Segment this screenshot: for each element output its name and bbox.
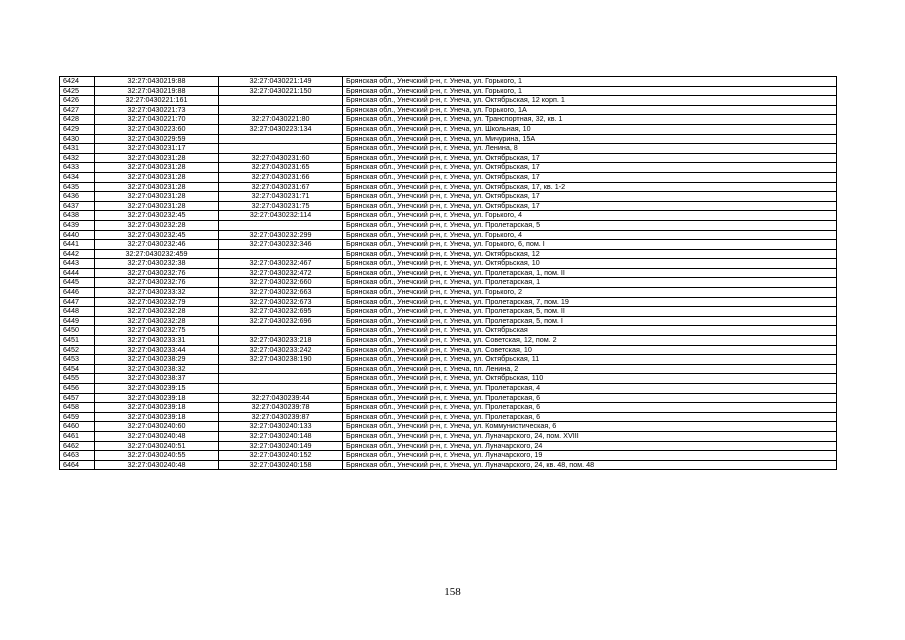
- building-cadastral-number-cell: 32:27:0430231:71: [219, 192, 343, 202]
- building-cadastral-number-cell: 32:27:0430231:66: [219, 172, 343, 182]
- table-row: [60, 460, 837, 470]
- address-cell: Брянская обл., Унечский р-н, г. Унеча, ул. Советская, 12, пом. 2: [343, 336, 837, 346]
- row-number-cell: 6426: [60, 96, 95, 106]
- parcel-cadastral-number-cell: 32:27:0430238:37: [95, 374, 219, 384]
- address-cell: Брянская обл., Унечский р-н, г. Унеча, ул. Ленина, 8: [343, 144, 837, 154]
- parcel-cadastral-number-cell: 32:27:0430232:46: [95, 240, 219, 250]
- address-cell: Брянская обл., Унечский р-н, г. Унеча, ул. Пролетарская, 1: [343, 278, 837, 288]
- address-cell: Брянская обл., Унечский р-н, г. Унеча, ул. Октябрьская, 110: [343, 374, 837, 384]
- table-row: [60, 144, 837, 154]
- parcel-cadastral-number-cell: 32:27:0430232:76: [95, 268, 219, 278]
- building-cadastral-number-cell: 32:27:0430223:134: [219, 124, 343, 134]
- parcel-cadastral-number-cell: 32:27:0430219:88: [95, 86, 219, 96]
- row-number-cell: 6440: [60, 230, 95, 240]
- address-cell: Брянская обл., Унечский р-н, г. Унеча, ул. Луначарского, 24, кв. 48, пом. 48: [343, 460, 837, 470]
- address-cell: Брянская обл., Унечский р-н, г. Унеча, ул. Пролетарская, 7, пом. 19: [343, 297, 837, 307]
- building-cadastral-number-cell: [219, 326, 343, 336]
- building-cadastral-number-cell: 32:27:0430232:346: [219, 240, 343, 250]
- parcel-cadastral-number-cell: 32:27:0430229:59: [95, 134, 219, 144]
- building-cadastral-number-cell: 32:27:0430231:65: [219, 163, 343, 173]
- building-cadastral-number-cell: 32:27:0430240:148: [219, 431, 343, 441]
- address-cell: Брянская обл., Унечский р-н, г. Унеча, ул. Луначарского, 24: [343, 441, 837, 451]
- row-number-cell: 6454: [60, 364, 95, 374]
- row-number-cell: 6451: [60, 336, 95, 346]
- row-number-cell: 6425: [60, 86, 95, 96]
- table-row: [60, 192, 837, 202]
- parcel-cadastral-number-cell: 32:27:0430221:73: [95, 105, 219, 115]
- address-cell: Брянская обл., Унечский р-н, г. Унеча, ул. Октябрьская, 17: [343, 153, 837, 163]
- table-row: [60, 336, 837, 346]
- address-cell: Брянская обл., Унечский р-н, г. Унеча, ул. Октябрьская, 12: [343, 249, 837, 259]
- parcel-cadastral-number-cell: 32:27:0430232:45: [95, 211, 219, 221]
- table-row: [60, 77, 837, 87]
- row-number-cell: 6428: [60, 115, 95, 125]
- table-row: [60, 393, 837, 403]
- row-number-cell: 6446: [60, 288, 95, 298]
- row-number-cell: 6431: [60, 144, 95, 154]
- row-number-cell: 6455: [60, 374, 95, 384]
- building-cadastral-number-cell: 32:27:0430240:152: [219, 451, 343, 461]
- row-number-cell: 6441: [60, 240, 95, 250]
- parcel-cadastral-number-cell: 32:27:0430232:28: [95, 220, 219, 230]
- table-row: [60, 172, 837, 182]
- building-cadastral-number-cell: 32:27:0430239:78: [219, 403, 343, 413]
- row-number-cell: 6462: [60, 441, 95, 451]
- address-cell: Брянская обл., Унечский р-н, г. Унеча, ул. Пролетарская, 5, пом. I: [343, 316, 837, 326]
- building-cadastral-number-cell: 32:27:0430233:242: [219, 345, 343, 355]
- parcel-cadastral-number-cell: 32:27:0430231:28: [95, 201, 219, 211]
- table-row: [60, 451, 837, 461]
- parcel-cadastral-number-cell: 32:27:0430240:48: [95, 431, 219, 441]
- building-cadastral-number-cell: 32:27:0430239:44: [219, 393, 343, 403]
- row-number-cell: 6457: [60, 393, 95, 403]
- address-cell: Брянская обл., Унечский р-н, г. Унеча, ул. Пролетарская, 6: [343, 412, 837, 422]
- row-number-cell: 6452: [60, 345, 95, 355]
- row-number-cell: 6432: [60, 153, 95, 163]
- row-number-cell: 6424: [60, 77, 95, 87]
- building-cadastral-number-cell: 32:27:0430232:696: [219, 316, 343, 326]
- address-cell: Брянская обл., Унечский р-н, г. Унеча, ул. Горького, 2: [343, 288, 837, 298]
- address-cell: Брянская обл., Унечский р-н, г. Унеча, ул. Пролетарская, 4: [343, 384, 837, 394]
- building-cadastral-number-cell: 32:27:0430221:80: [219, 115, 343, 125]
- address-cell: Брянская обл., Унечский р-н, г. Унеча, ул. Транспортная, 32, кв. 1: [343, 115, 837, 125]
- building-cadastral-number-cell: 32:27:0430232:299: [219, 230, 343, 240]
- row-number-cell: 6435: [60, 182, 95, 192]
- table-row: [60, 364, 837, 374]
- row-number-cell: 6433: [60, 163, 95, 173]
- building-cadastral-number-cell: [219, 134, 343, 144]
- address-cell: Брянская обл., Унечский р-н, г. Унеча, пл. Ленина, 2: [343, 364, 837, 374]
- table-row: [60, 105, 837, 115]
- building-cadastral-number-cell: 32:27:0430232:695: [219, 307, 343, 317]
- row-number-cell: 6459: [60, 412, 95, 422]
- building-cadastral-number-cell: 32:27:0430232:660: [219, 278, 343, 288]
- table-row: [60, 240, 837, 250]
- parcel-cadastral-number-cell: 32:27:0430233:31: [95, 336, 219, 346]
- row-number-cell: 6450: [60, 326, 95, 336]
- table-row: [60, 355, 837, 365]
- building-cadastral-number-cell: [219, 374, 343, 384]
- building-cadastral-number-cell: 32:27:0430221:150: [219, 86, 343, 96]
- address-cell: Брянская обл., Унечский р-н, г. Унеча, ул. Луначарского, 19: [343, 451, 837, 461]
- table-row: [60, 96, 837, 106]
- registry-table-body: [60, 77, 837, 470]
- parcel-cadastral-number-cell: 32:27:0430232:28: [95, 316, 219, 326]
- building-cadastral-number-cell: [219, 249, 343, 259]
- row-number-cell: 6437: [60, 201, 95, 211]
- parcel-cadastral-number-cell: 32:27:0430232:38: [95, 259, 219, 269]
- row-number-cell: 6447: [60, 297, 95, 307]
- address-cell: Брянская обл., Унечский р-н, г. Унеча, ул. Горького, 1: [343, 86, 837, 96]
- building-cadastral-number-cell: [219, 96, 343, 106]
- parcel-cadastral-number-cell: 32:27:0430232:28: [95, 307, 219, 317]
- row-number-cell: 6438: [60, 211, 95, 221]
- parcel-cadastral-number-cell: 32:27:0430239:18: [95, 403, 219, 413]
- parcel-cadastral-number-cell: 32:27:0430239:18: [95, 393, 219, 403]
- address-cell: Брянская обл., Унечский р-н, г. Унеча, ул. Октябрьская, 11: [343, 355, 837, 365]
- parcel-cadastral-number-cell: 32:27:0430232:75: [95, 326, 219, 336]
- row-number-cell: 6444: [60, 268, 95, 278]
- table-row: [60, 288, 837, 298]
- table-row: [60, 86, 837, 96]
- parcel-cadastral-number-cell: 32:27:0430223:60: [95, 124, 219, 134]
- table-row: [60, 134, 837, 144]
- parcel-cadastral-number-cell: 32:27:0430240:51: [95, 441, 219, 451]
- address-cell: Брянская обл., Унечский р-н, г. Унеча, ул. Коммунистическая, 6: [343, 422, 837, 432]
- parcel-cadastral-number-cell: 32:27:0430240:55: [95, 451, 219, 461]
- parcel-cadastral-number-cell: 32:27:0430219:88: [95, 77, 219, 87]
- page-number: 158: [444, 586, 461, 598]
- row-number-cell: 6436: [60, 192, 95, 202]
- table-row: [60, 220, 837, 230]
- building-cadastral-number-cell: [219, 384, 343, 394]
- row-number-cell: 6429: [60, 124, 95, 134]
- building-cadastral-number-cell: 32:27:0430231:75: [219, 201, 343, 211]
- building-cadastral-number-cell: 32:27:0430231:67: [219, 182, 343, 192]
- parcel-cadastral-number-cell: 32:27:0430232:459: [95, 249, 219, 259]
- table-row: [60, 326, 837, 336]
- building-cadastral-number-cell: 32:27:0430238:190: [219, 355, 343, 365]
- parcel-cadastral-number-cell: 32:27:0430232:79: [95, 297, 219, 307]
- table-row: [60, 374, 837, 384]
- table-row: [60, 297, 837, 307]
- address-cell: Брянская обл., Унечский р-н, г. Унеча, ул. Школьная, 10: [343, 124, 837, 134]
- table-row: [60, 182, 837, 192]
- address-cell: Брянская обл., Унечский р-н, г. Унеча, ул. Октябрьская, 17, кв. 1-2: [343, 182, 837, 192]
- row-number-cell: 6427: [60, 105, 95, 115]
- row-number-cell: 6464: [60, 460, 95, 470]
- address-cell: Брянская обл., Унечский р-н, г. Унеча, ул. Горького, 1: [343, 77, 837, 87]
- table-row: [60, 230, 837, 240]
- address-cell: Брянская обл., Унечский р-н, г. Унеча, ул. Луначарского, 24, пом. XVIII: [343, 431, 837, 441]
- row-number-cell: 6449: [60, 316, 95, 326]
- table-row: [60, 345, 837, 355]
- table-row: [60, 211, 837, 221]
- address-cell: Брянская обл., Унечский р-н, г. Унеча, ул. Октябрьская, 17: [343, 163, 837, 173]
- address-cell: Брянская обл., Унечский р-н, г. Унеча, ул. Пролетарская, 6: [343, 393, 837, 403]
- parcel-cadastral-number-cell: 32:27:0430238:29: [95, 355, 219, 365]
- row-number-cell: 6442: [60, 249, 95, 259]
- parcel-cadastral-number-cell: 32:27:0430233:32: [95, 288, 219, 298]
- building-cadastral-number-cell: 32:27:0430232:472: [219, 268, 343, 278]
- row-number-cell: 6443: [60, 259, 95, 269]
- address-cell: Брянская обл., Унечский р-н, г. Унеча, ул. Октябрьская: [343, 326, 837, 336]
- address-cell: Брянская обл., Унечский р-н, г. Унеча, ул. Мичурина, 15А: [343, 134, 837, 144]
- parcel-cadastral-number-cell: 32:27:0430231:28: [95, 153, 219, 163]
- registry-table: [59, 76, 837, 470]
- table-row: [60, 403, 837, 413]
- row-number-cell: 6448: [60, 307, 95, 317]
- table-row: [60, 115, 837, 125]
- building-cadastral-number-cell: 32:27:0430240:158: [219, 460, 343, 470]
- building-cadastral-number-cell: 32:27:0430232:114: [219, 211, 343, 221]
- parcel-cadastral-number-cell: 32:27:0430239:18: [95, 412, 219, 422]
- address-cell: Брянская обл., Унечский р-н, г. Унеча, ул. Пролетарская, 1, пом. II: [343, 268, 837, 278]
- table-row: [60, 249, 837, 259]
- row-number-cell: 6461: [60, 431, 95, 441]
- parcel-cadastral-number-cell: 32:27:0430238:32: [95, 364, 219, 374]
- parcel-cadastral-number-cell: 32:27:0430232:76: [95, 278, 219, 288]
- address-cell: Брянская обл., Унечский р-н, г. Унеча, ул. Октябрьская, 10: [343, 259, 837, 269]
- table-row: [60, 201, 837, 211]
- address-cell: Брянская обл., Унечский р-н, г. Унеча, ул. Октябрьская, 17: [343, 172, 837, 182]
- building-cadastral-number-cell: 32:27:0430232:467: [219, 259, 343, 269]
- table-row: [60, 412, 837, 422]
- building-cadastral-number-cell: [219, 220, 343, 230]
- building-cadastral-number-cell: 32:27:0430231:60: [219, 153, 343, 163]
- building-cadastral-number-cell: 32:27:0430240:149: [219, 441, 343, 451]
- table-row: [60, 153, 837, 163]
- table-row: [60, 422, 837, 432]
- building-cadastral-number-cell: 32:27:0430232:663: [219, 288, 343, 298]
- address-cell: Брянская обл., Унечский р-н, г. Унеча, ул. Пролетарская, 5, пом. II: [343, 307, 837, 317]
- parcel-cadastral-number-cell: 32:27:0430239:15: [95, 384, 219, 394]
- address-cell: Брянская обл., Унечский р-н, г. Унеча, ул. Горького, 6, пом. I: [343, 240, 837, 250]
- row-number-cell: 6453: [60, 355, 95, 365]
- address-cell: Брянская обл., Унечский р-н, г. Унеча, ул. Горького, 4: [343, 230, 837, 240]
- address-cell: Брянская обл., Унечский р-н, г. Унеча, ул. Горького, 1А: [343, 105, 837, 115]
- row-number-cell: 6463: [60, 451, 95, 461]
- parcel-cadastral-number-cell: 32:27:0430231:28: [95, 172, 219, 182]
- table-row: [60, 124, 837, 134]
- building-cadastral-number-cell: [219, 105, 343, 115]
- row-number-cell: 6456: [60, 384, 95, 394]
- building-cadastral-number-cell: 32:27:0430240:133: [219, 422, 343, 432]
- parcel-cadastral-number-cell: 32:27:0430231:17: [95, 144, 219, 154]
- parcel-cadastral-number-cell: 32:27:0430240:60: [95, 422, 219, 432]
- table-row: [60, 307, 837, 317]
- table-row: [60, 268, 837, 278]
- address-cell: Брянская обл., Унечский р-н, г. Унеча, ул. Октябрьская, 17: [343, 192, 837, 202]
- parcel-cadastral-number-cell: 32:27:0430221:70: [95, 115, 219, 125]
- parcel-cadastral-number-cell: 32:27:0430240:48: [95, 460, 219, 470]
- table-row: [60, 431, 837, 441]
- address-cell: Брянская обл., Унечский р-н, г. Унеча, ул. Октябрьская, 12 корп. 1: [343, 96, 837, 106]
- table-row: [60, 441, 837, 451]
- table-row: [60, 259, 837, 269]
- building-cadastral-number-cell: 32:27:0430232:673: [219, 297, 343, 307]
- table-row: [60, 278, 837, 288]
- table-row: [60, 163, 837, 173]
- building-cadastral-number-cell: 32:27:0430221:149: [219, 77, 343, 87]
- row-number-cell: 6439: [60, 220, 95, 230]
- parcel-cadastral-number-cell: 32:27:0430231:28: [95, 163, 219, 173]
- building-cadastral-number-cell: 32:27:0430239:87: [219, 412, 343, 422]
- parcel-cadastral-number-cell: 32:27:0430233:44: [95, 345, 219, 355]
- address-cell: Брянская обл., Унечский р-н, г. Унеча, ул. Пролетарская, 6: [343, 403, 837, 413]
- building-cadastral-number-cell: 32:27:0430233:218: [219, 336, 343, 346]
- building-cadastral-number-cell: [219, 144, 343, 154]
- parcel-cadastral-number-cell: 32:27:0430231:28: [95, 182, 219, 192]
- address-cell: Брянская обл., Унечский р-н, г. Унеча, ул. Пролетарская, 5: [343, 220, 837, 230]
- row-number-cell: 6458: [60, 403, 95, 413]
- table-row: [60, 316, 837, 326]
- row-number-cell: 6445: [60, 278, 95, 288]
- address-cell: Брянская обл., Унечский р-н, г. Унеча, ул. Советская, 10: [343, 345, 837, 355]
- address-cell: Брянская обл., Унечский р-н, г. Унеча, ул. Горького, 4: [343, 211, 837, 221]
- row-number-cell: 6434: [60, 172, 95, 182]
- row-number-cell: 6460: [60, 422, 95, 432]
- table-row: [60, 384, 837, 394]
- parcel-cadastral-number-cell: 32:27:0430231:28: [95, 192, 219, 202]
- parcel-cadastral-number-cell: 32:27:0430221:161: [95, 96, 219, 106]
- row-number-cell: 6430: [60, 134, 95, 144]
- parcel-cadastral-number-cell: 32:27:0430232:45: [95, 230, 219, 240]
- address-cell: Брянская обл., Унечский р-н, г. Унеча, ул. Октябрьская, 17: [343, 201, 837, 211]
- building-cadastral-number-cell: [219, 364, 343, 374]
